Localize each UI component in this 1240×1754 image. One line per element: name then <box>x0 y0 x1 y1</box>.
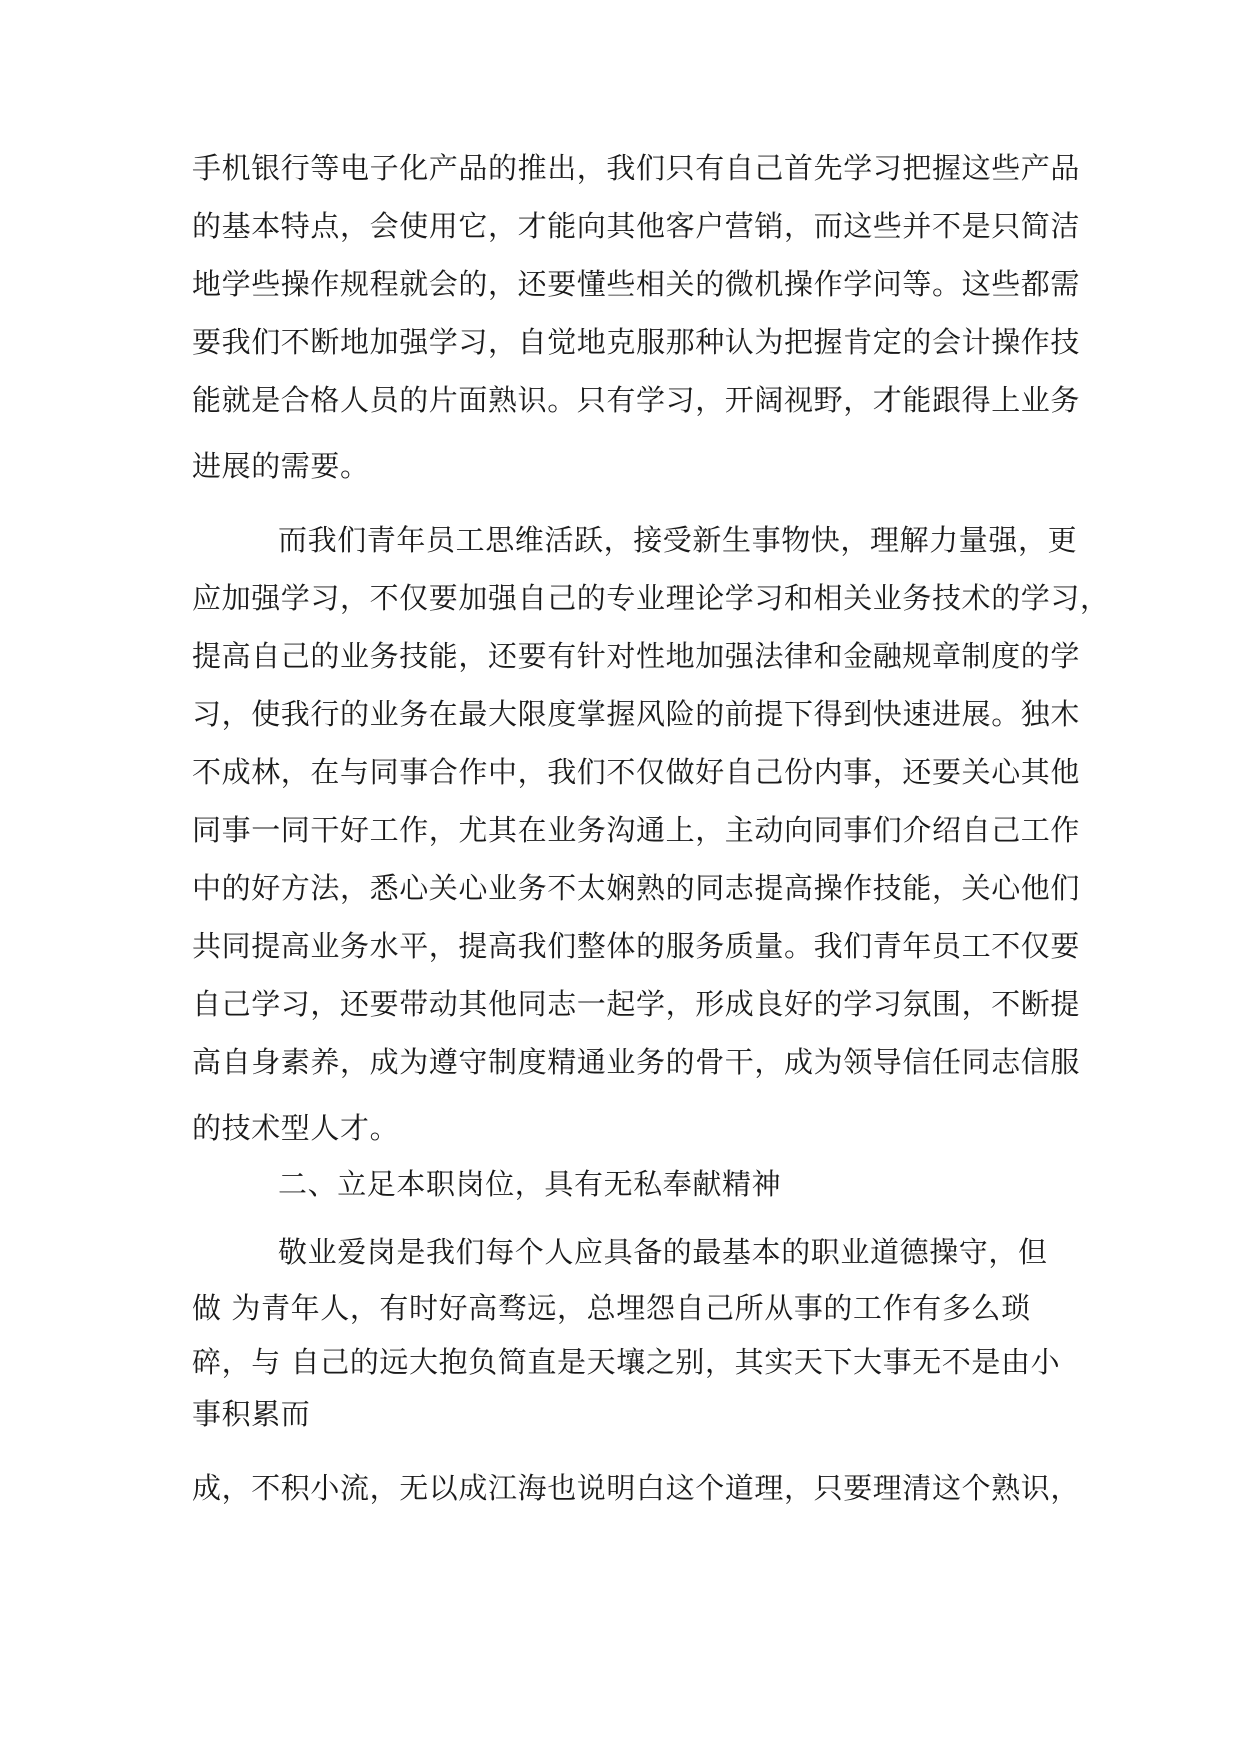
paragraph-line: 地学些操作规程就会的，还要懂些相关的微机操作学问等。这些都需 <box>192 267 1081 301</box>
paragraph-line: 中的好方法，悉心关心业务不太娴熟的同志提高操作技能，关心他们 <box>192 871 1081 905</box>
paragraph-line: 能就是合格人员的片面熟识。只有学习，开阔视野，才能跟得上业务 <box>192 383 1081 417</box>
paragraph-line: 自己学习，还要带动其他同志一起学，形成良好的学习氛围，不断提 <box>192 987 1081 1021</box>
paragraph-line: 敬业爱岗是我们每个人应具备的最基本的职业道德操守，但 <box>278 1235 1048 1269</box>
paragraph-line: 提高自己的业务技能，还要有针对性地加强法律和金融规章制度的学 <box>192 639 1081 673</box>
paragraph-line: 应加强学习，不仅要加强自己的专业理论学习和相关业务技术的学习， <box>192 581 1110 615</box>
paragraph-line: 高自身素养，成为遵守制度精通业务的骨干，成为领导信任同志信服 <box>192 1045 1081 1079</box>
paragraph-line: 要我们不断地加强学习，自觉地克服那种认为把握肯定的会计操作技 <box>192 325 1081 359</box>
paragraph-line: 成，不积小流，无以成江海也说明白这个道理，只要理清这个熟识， <box>192 1471 1081 1505</box>
paragraph-line: 进展的需要。 <box>192 449 370 483</box>
paragraph-line: 事积累而 <box>192 1397 311 1431</box>
section-heading: 二、立足本职岗位，具有无私奉献精神 <box>278 1167 782 1201</box>
paragraph-line: 手机银行等电子化产品的推出，我们只有自己首先学习把握这些产品 <box>192 151 1081 185</box>
paragraph-line: 不成林，在与同事合作中，我们不仅做好自己份内事，还要关心其他 <box>192 755 1081 789</box>
paragraph-line: 习，使我行的业务在最大限度掌握风险的前提下得到快速进展。独木 <box>192 697 1081 731</box>
paragraph-line: 而我们青年员工思维活跃，接受新生事物快，理解力量强，更 <box>278 523 1078 557</box>
paragraph-line: 做 为青年人，有时好高骛远，总埋怨自己所从事的工作有多么琐 <box>192 1291 1031 1325</box>
paragraph-line: 的技术型人才。 <box>192 1111 400 1145</box>
paragraph-line: 的基本特点，会使用它，才能向其他客户营销，而这些并不是只简洁 <box>192 209 1081 243</box>
paragraph-line: 同事一同干好工作，尤其在业务沟通上，主动向同事们介绍自己工作 <box>192 813 1081 847</box>
paragraph-line: 共同提高业务水平，提高我们整体的服务质量。我们青年员工不仅要 <box>192 929 1081 963</box>
paragraph-line: 碎，与 自己的远大抱负简直是天壤之别，其实天下大事无不是由小 <box>192 1345 1061 1379</box>
